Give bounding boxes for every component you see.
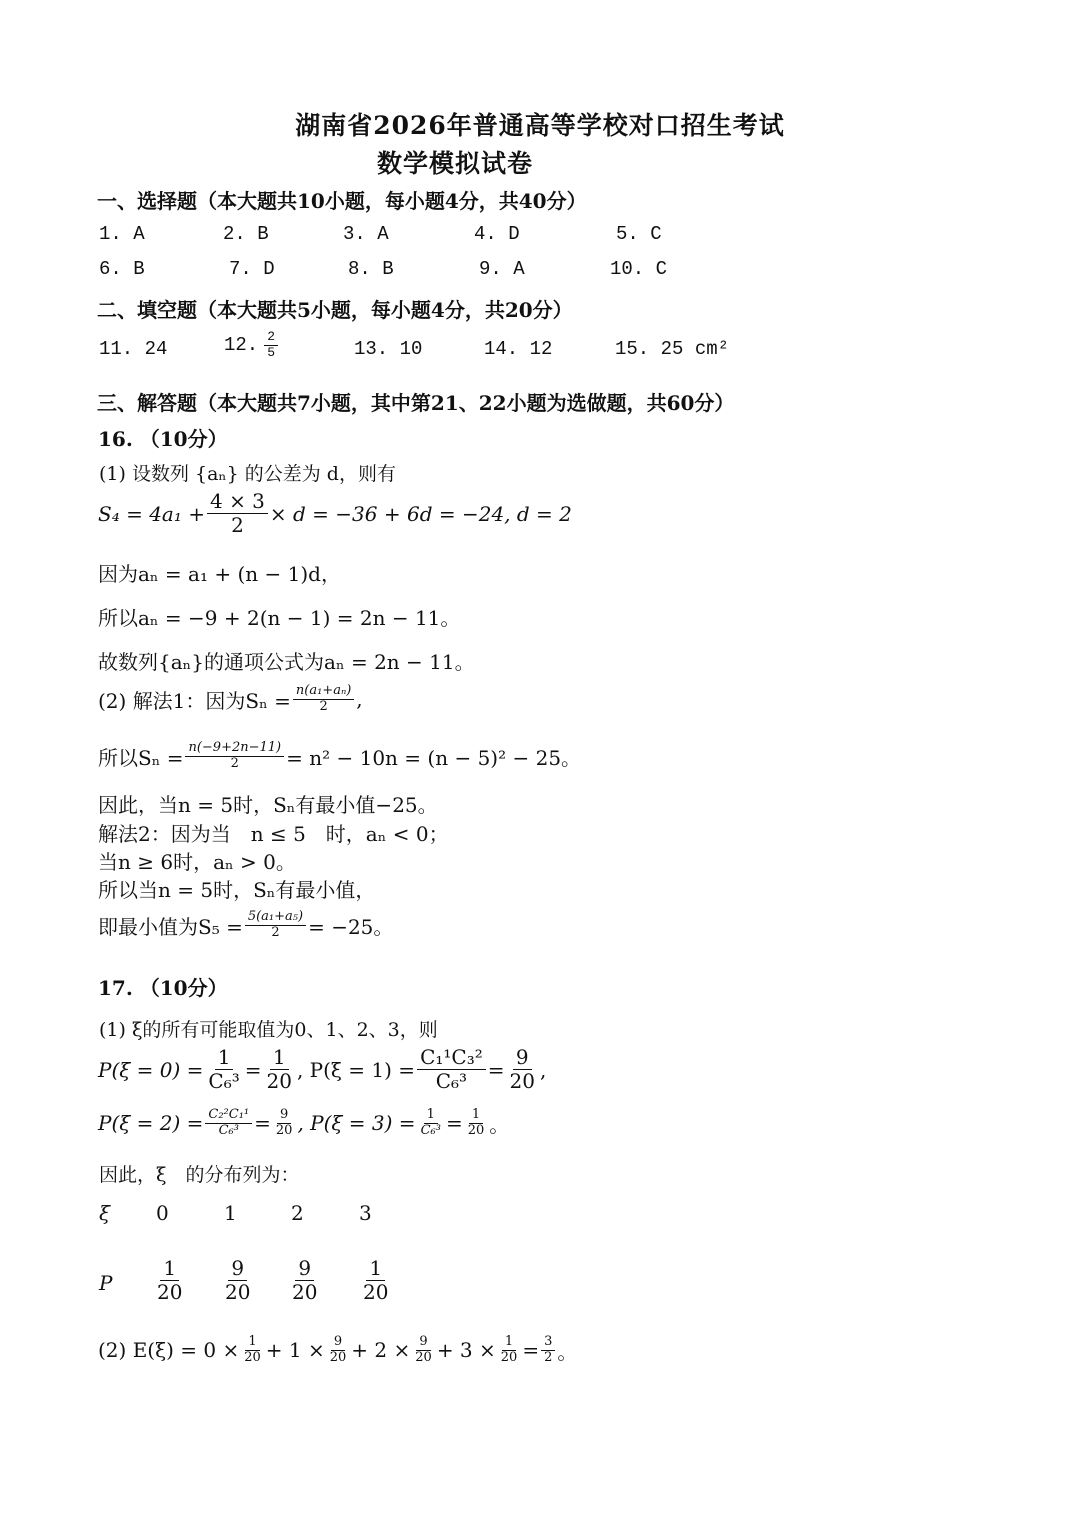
- fraction-numerator: 1: [502, 1335, 516, 1351]
- q17-prob-line-2: [98, 1108, 509, 1139]
- equation-left: 所以Sₙ =: [98, 745, 184, 770]
- q16-method2-line1: 解法2：因为当 n ≤ 5 时，aₙ < 0；: [98, 822, 449, 846]
- q16-min-conclusion: 因此，当n = 5时，Sₙ有最小值−25。: [98, 793, 438, 817]
- fraction-denominator: 20: [157, 1280, 183, 1304]
- fraction-denominator: 2: [231, 513, 244, 537]
- fraction-numerator: 4 × 3: [207, 490, 268, 514]
- fraction: [417, 1046, 486, 1093]
- fraction-denominator: 20: [266, 1069, 292, 1093]
- dist-value-1: 1: [224, 1201, 237, 1225]
- fraction: [222, 1257, 253, 1304]
- answer-14: 14. 12: [484, 338, 553, 360]
- fraction: [207, 490, 268, 537]
- fraction-denominator: 20: [363, 1280, 389, 1304]
- answer-11: 11. 24: [99, 338, 168, 360]
- fraction-numerator: 1: [424, 1108, 438, 1124]
- fraction-denominator: C₆³: [435, 1069, 468, 1093]
- fraction-denominator: 20: [225, 1280, 251, 1304]
- dist-value-2: 2: [291, 1201, 304, 1225]
- equation-left: P(ξ = 2) =: [98, 1111, 204, 1136]
- fraction-denominator: 20: [244, 1349, 261, 1365]
- equals-sign: =: [445, 1111, 463, 1136]
- fraction: [273, 1108, 296, 1139]
- fraction: [264, 1046, 295, 1093]
- fraction: [412, 1335, 435, 1366]
- fraction-denominator: 20: [292, 1280, 318, 1304]
- fraction-numerator: C₂²C₁¹: [205, 1108, 252, 1124]
- fraction-denominator: C₆³: [208, 1069, 240, 1093]
- fraction: [205, 1046, 242, 1093]
- answer-7: 7. D: [229, 258, 275, 280]
- q17-distribution-intro: 因此，ξ 的分布列为：: [99, 1164, 300, 1186]
- exam-subtitle: 数学模拟试卷: [376, 149, 533, 178]
- dist-prob-2: [287, 1257, 322, 1304]
- answer-6: 6. B: [99, 258, 145, 280]
- equals-sign: =: [244, 1057, 262, 1082]
- fraction-denominator: 20: [467, 1122, 485, 1138]
- equation-left: 即最小值为S₅ =: [98, 914, 243, 939]
- fraction: [541, 1335, 555, 1366]
- q16-because-line: 因为aₙ = a₁ + (n − 1)d，: [98, 562, 341, 586]
- fraction-numerator: 1: [215, 1046, 234, 1070]
- answer-1: 1. A: [99, 223, 145, 245]
- equation-left: S₄ = 4a₁ +: [98, 501, 205, 526]
- exam-title: 湖南省2026年普通高等学校对口招生考试: [295, 111, 785, 140]
- equation-right: × d = −36 + 6d = −24, d = 2: [269, 501, 572, 526]
- answer-12-label: 12.: [224, 334, 259, 357]
- equation-left: P(ξ = 0) =: [98, 1057, 204, 1082]
- answer-8: 8. B: [348, 258, 394, 280]
- equation-right: = n² − 10n = (n − 5)² − 25。: [286, 745, 582, 770]
- q16-header: 16. （10分）: [98, 427, 228, 451]
- q16-s4-equation: [98, 490, 572, 537]
- q16-general-term: 故数列{aₙ}的通项公式为aₙ = 2n − 11。: [98, 650, 475, 674]
- fraction-denominator: 20: [329, 1349, 347, 1365]
- fraction: [418, 1108, 444, 1139]
- equation-left: (2) E(ξ) = 0 ×: [98, 1338, 240, 1363]
- equals-sign: =: [487, 1057, 505, 1082]
- q16-part1-intro: (1) 设数列 {aₙ} 的公差为 d，则有: [99, 463, 396, 485]
- equation-end: 。: [557, 1339, 578, 1364]
- q17-part1-intro: (1) ξ的所有可能取值为0、1、2、3，则: [99, 1019, 438, 1041]
- dist-row2-label: P: [99, 1271, 113, 1295]
- answer-12-fraction: [264, 330, 278, 361]
- fraction-denominator: 20: [500, 1349, 518, 1365]
- dist-prob-1: [220, 1257, 255, 1304]
- answer-2: 2. B: [223, 223, 269, 245]
- term: + 2 ×: [351, 1338, 411, 1363]
- fraction-numerator: C₁¹C₃²: [417, 1046, 486, 1070]
- q16-method2-line3: 所以当n = 5时，Sₙ有最小值，: [98, 878, 376, 902]
- equation-end: 。: [489, 1112, 510, 1137]
- dist-prob-0: [152, 1257, 187, 1304]
- fraction-numerator: 9: [277, 1108, 291, 1124]
- dist-row1-label: ξ: [99, 1201, 111, 1225]
- section-3-heading: 三、解答题（本大题共7小题，其中第21、22小题为选做题，共60分）: [97, 391, 735, 415]
- fraction: [465, 1108, 488, 1139]
- q16-so-line: 所以aₙ = −9 + 2(n − 1) = 2n − 11。: [98, 606, 461, 630]
- fraction-denominator: C₆³: [218, 1122, 239, 1138]
- fraction: [360, 1257, 391, 1304]
- dist-value-0: 0: [156, 1201, 169, 1225]
- fraction-numerator: 1: [469, 1108, 483, 1124]
- term: + 1 ×: [265, 1338, 325, 1363]
- equation-middle: , P(ξ = 1) =: [296, 1057, 416, 1082]
- answer-5: 5. C: [616, 223, 662, 245]
- equation-right: ,: [356, 687, 363, 712]
- fraction-numerator: n(−9+2n−11): [185, 741, 284, 757]
- q16-sn-expression: [98, 741, 581, 772]
- fraction: [293, 684, 354, 715]
- equals-sign: =: [522, 1338, 540, 1363]
- equation-end: ,: [539, 1057, 547, 1082]
- fraction-numerator: 1: [366, 1257, 385, 1281]
- fraction-denominator: 2: [544, 1349, 553, 1365]
- answer-12: [224, 330, 280, 361]
- answer-9: 9. A: [479, 258, 525, 280]
- fraction-denominator: 20: [275, 1122, 293, 1138]
- fraction-numerator: 9: [331, 1335, 345, 1351]
- answer-3: 3. A: [343, 223, 389, 245]
- fraction-denominator: C₆³: [420, 1122, 441, 1138]
- dist-prob-3: [358, 1257, 393, 1304]
- fraction: [507, 1046, 538, 1093]
- dist-value-3: 3: [359, 1201, 372, 1225]
- fraction: [154, 1257, 185, 1304]
- q17-expectation: [98, 1335, 577, 1366]
- fraction-numerator: 1: [160, 1257, 179, 1281]
- answer-15: 15. 25 cm²: [615, 338, 730, 360]
- fraction-numerator: n(a₁+aₙ): [293, 684, 354, 700]
- fraction: [185, 741, 284, 772]
- fraction-denominator: 20: [509, 1069, 535, 1093]
- equals-sign: =: [254, 1111, 271, 1136]
- term: + 3 ×: [436, 1338, 496, 1363]
- fraction-numerator: 5(a₁+a₅): [245, 910, 306, 926]
- fraction-numerator: 2: [264, 330, 278, 346]
- q17-header: 17. （10分）: [98, 976, 228, 1000]
- fraction-numerator: 3: [541, 1335, 555, 1351]
- equation-middle: , P(ξ = 3) =: [297, 1111, 416, 1136]
- fraction-numerator: 9: [513, 1046, 532, 1070]
- fraction: [205, 1108, 252, 1139]
- fraction-denominator: 5: [267, 344, 276, 360]
- fraction-denominator: 2: [319, 698, 328, 714]
- fraction-numerator: 9: [295, 1257, 314, 1281]
- q16-min-value: [98, 910, 393, 941]
- q17-prob-line-1: [98, 1046, 546, 1093]
- fraction: [241, 1335, 264, 1366]
- answer-4: 4. D: [474, 223, 520, 245]
- answer-10: 10. C: [610, 258, 668, 280]
- equation-right: = −25。: [308, 914, 394, 939]
- fraction-denominator: 2: [230, 755, 239, 771]
- section-1-heading: 一、选择题（本大题共10小题，每小题4分，共40分）: [97, 189, 587, 213]
- fraction: [245, 910, 306, 941]
- q16-part2-method1: [98, 684, 363, 715]
- fraction: [327, 1335, 350, 1366]
- equation-left: (2) 解法1：因为Sₙ =: [98, 688, 291, 713]
- fraction-numerator: 1: [270, 1046, 289, 1070]
- fraction: [498, 1335, 521, 1366]
- q16-method2-line2: 当n ≥ 6时，aₙ > 0。: [98, 850, 296, 874]
- section-2-heading: 二、填空题（本大题共5小题，每小题4分，共20分）: [97, 298, 573, 322]
- fraction-numerator: 9: [416, 1335, 430, 1351]
- fraction-numerator: 9: [228, 1257, 247, 1281]
- fraction-denominator: 20: [415, 1349, 432, 1365]
- fraction: [289, 1257, 320, 1304]
- fraction-numerator: 1: [245, 1335, 259, 1351]
- fraction-denominator: 2: [271, 924, 280, 940]
- answer-13: 13. 10: [354, 338, 423, 360]
